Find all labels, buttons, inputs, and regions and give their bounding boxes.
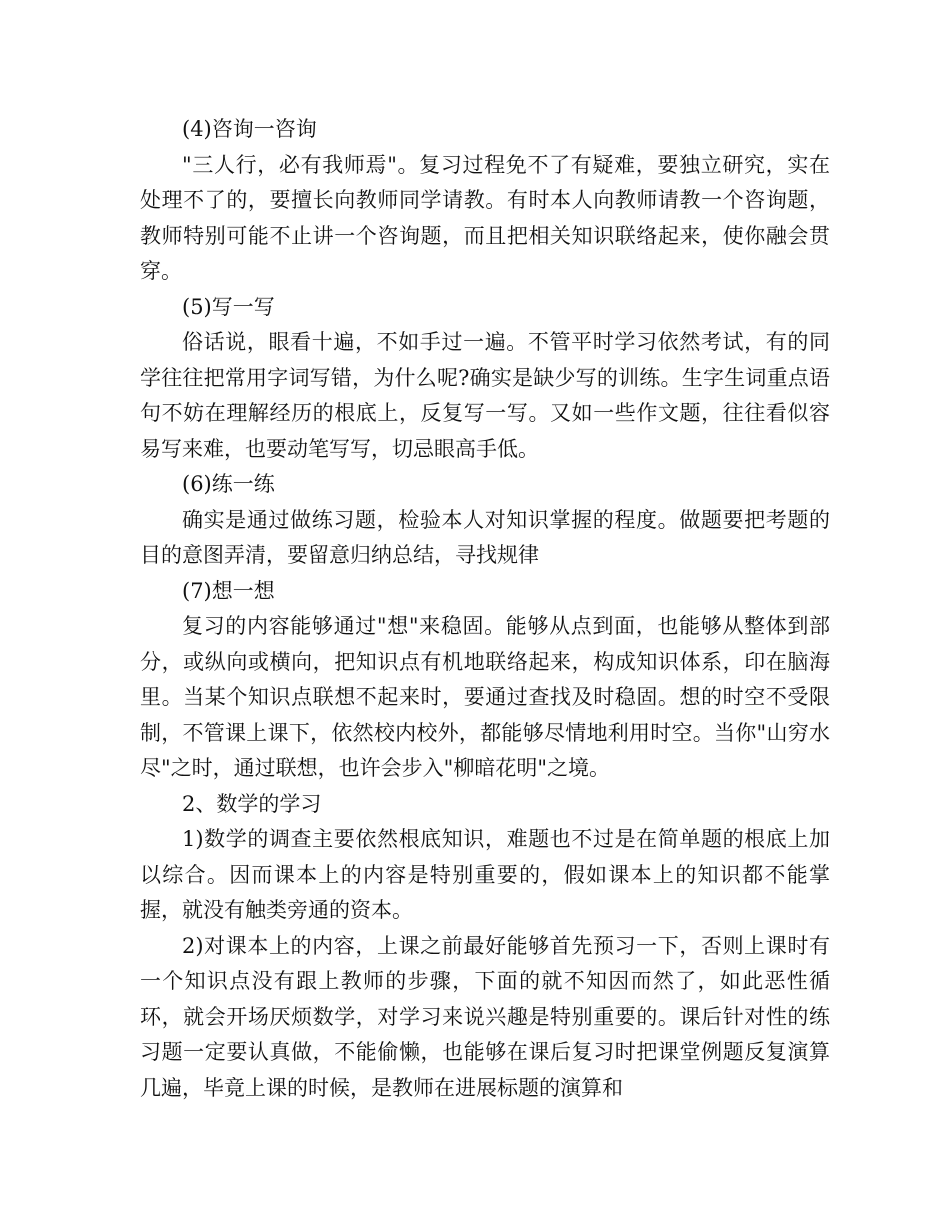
document-body (140, 112, 830, 1106)
paragraph-consult: "三人行，必有我师焉"。复习过程免不了有疑难，要独立研究，实在处理不了的，要擅长向教师同学请教。有时本人向教师请教一个咨询题，教师特别可能不止讲一个咨询题，而且把相关知识联络起来，使你融会贯穿。 (140, 152, 830, 283)
paragraph-practice: 确实是通过做练习题，检验本人对知识掌握的程度。做题要把考题的目的意图弄清，要留意归纳总结，寻找规律 (140, 507, 830, 567)
paragraph-math-1: 1)数学的调查主要依然根底知识，难题也不过是在简单题的根底上加以综合。因而课本上的内容是特别重要的，假如课本上的知识都不能掌握，就没有触类旁通的资本。 (140, 827, 830, 922)
section-heading-math: 2、数学的学习 (182, 791, 322, 816)
section-heading-practice: (6)练一练 (182, 472, 275, 496)
section-heading-write: (5)写一写 (182, 294, 275, 319)
section-heading-think: (7)想一想 (182, 578, 275, 603)
paragraph-think: 复习的内容能够通过"想"来稳固。能够从点到面，也能够从整体到部分，或纵向或横向，把知识点有机地联络起来，构成知识体系，印在脑海里。当某个知识点联想不起来时，要通过查找及时稳固。想的时空不受限制，不管课上课下，依然校内校外，都能够尽情地利用时空。当你"山穷水尽"之时，通过联想，也许会步入"柳暗花明"之境。 (140, 614, 830, 780)
paragraph-math-2: 2)对课本上的内容，上课之前最好能够首先预习一下，否则上课时有一个知识点没有跟上教师的步骤，下面的就不知因而然了，如此恶性循环，就会开场厌烦数学，对学习来说兴趣是特别重要的。课后针对性的练习题一定要认真做，不能偷懒，也能够在课后复习时把课堂例题反复演算几遍，毕竟上课的时候，是教师在进展标题的演算和 (140, 933, 830, 1100)
section-heading-consult: (4)咨询一咨询 (182, 117, 317, 141)
paragraph-write: 俗话说，眼看十遍，不如手过一遍。不管平时学习依然考试，有的同学往往把常用字词写错，为什么呢?确实是缺少写的训练。生字生词重点语句不妨在理解经历的根底上，反复写一写。又如一些作文题，往往看似容易写来难，也要动笔写写，切忌眼高手低。 (140, 330, 830, 461)
